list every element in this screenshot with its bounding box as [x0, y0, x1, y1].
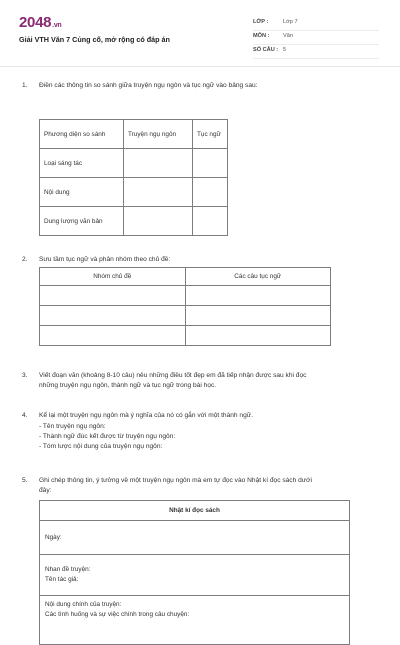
question-text-line-1: Viết đoạn văn (khoảng 8-10 câu) nêu những điều tốt đẹp em đã tiếp nhận được sau khi đọc — [39, 372, 307, 379]
logo-suffix: .vn — [52, 22, 62, 29]
table-row — [40, 207, 228, 236]
header — [0, 0, 400, 67]
question-2 — [22, 255, 382, 265]
question-1 — [22, 81, 382, 91]
field-label: Ngày: — [45, 533, 62, 541]
empty-cell[interactable] — [124, 207, 193, 236]
table-row — [40, 326, 331, 346]
table-header-row — [40, 268, 331, 286]
journal-field[interactable] — [40, 521, 350, 555]
bullet-item: - Tóm lược nội dung của truyện ngụ ngôn: — [39, 443, 163, 450]
question-text-line-2: đây: — [39, 487, 52, 494]
table-header-cell: Các câu tục ngữ — [185, 268, 331, 286]
row-label: Loại sáng tác — [40, 149, 124, 178]
table-row — [40, 149, 228, 178]
table-header-cell: Nhóm chủ đề — [40, 268, 186, 286]
reading-journal-table — [39, 500, 350, 645]
table-header-cell: Truyện ngụ ngôn — [124, 120, 193, 149]
table-header-cell: Tục ngữ — [193, 120, 228, 149]
question-text-line-2: những truyện ngụ ngôn, thành ngữ và tục ngữ trong bài học. — [39, 382, 217, 389]
table-title: Nhật kí đọc sách — [40, 501, 350, 521]
meta-count-value: 5 — [283, 47, 287, 53]
question-text: Điền các thông tin so sánh giữa truyện ngụ ngôn và tục ngữ vào bảng sau: — [39, 82, 258, 89]
field-label: Các tình huống và sự việc chính trong câu chuyện: — [45, 611, 190, 618]
empty-cell[interactable] — [40, 286, 186, 306]
meta-class-label: LỚP : — [253, 19, 269, 25]
site-logo[interactable] — [19, 14, 61, 31]
meta-count-label: SỐ CÂU : — [253, 47, 279, 53]
question-text: Sưu tầm tục ngữ và phân nhóm theo chủ đề: — [39, 256, 171, 263]
proverb-table — [39, 267, 331, 346]
question-5 — [22, 476, 392, 496]
table-row — [40, 286, 331, 306]
meta-class-value: Lớp 7 — [283, 19, 298, 25]
question-3 — [22, 371, 392, 391]
empty-cell[interactable] — [193, 178, 228, 207]
empty-cell[interactable] — [124, 178, 193, 207]
empty-cell[interactable] — [185, 286, 331, 306]
table-header-row — [40, 501, 350, 521]
bullet-item: - Thành ngữ đúc kết được từ truyện ngụ ngôn: — [39, 433, 176, 440]
meta-subject-label: MÔN : — [253, 33, 270, 39]
table-row — [40, 306, 331, 326]
question-text-line-1: Ghi chép thông tin, ý tưởng về một truyện ngụ ngôn mà em tự đọc vào Nhật kí đọc sách dưới — [39, 477, 312, 484]
table-row — [40, 596, 350, 645]
meta-subject — [253, 30, 379, 45]
field-label: Tên tác giả: — [45, 576, 79, 583]
question-number: 3. — [22, 372, 28, 379]
row-label: Dung lượng văn bản — [40, 207, 124, 236]
empty-cell[interactable] — [185, 326, 331, 346]
row-label: Nội dung — [40, 178, 124, 207]
question-number: 5. — [22, 477, 28, 484]
meta-subject-value: Văn — [283, 33, 293, 39]
question-4 — [22, 411, 392, 451]
comparison-table — [39, 119, 228, 236]
page-title: Giải VTH Văn 7 Củng cố, mở rộng có đáp án — [19, 35, 170, 44]
empty-cell[interactable] — [193, 207, 228, 236]
question-number: 2. — [22, 256, 28, 263]
table-row — [40, 521, 350, 555]
field-label: Nội dung chính của truyện: — [45, 601, 122, 608]
empty-cell[interactable] — [124, 149, 193, 178]
question-number: 4. — [22, 412, 28, 419]
question-text: Kể lại một truyện ngụ ngôn mà ý nghĩa của nó có gắn với một thành ngữ. — [39, 412, 254, 419]
journal-field[interactable] — [40, 596, 350, 645]
table-header-cell: Phương diện so sánh — [40, 120, 124, 149]
journal-field[interactable] — [40, 555, 350, 596]
empty-cell[interactable] — [40, 306, 186, 326]
empty-cell[interactable] — [185, 306, 331, 326]
logo-text: 2048 — [19, 14, 52, 31]
bullet-item: - Tên truyện ngụ ngôn: — [39, 423, 106, 430]
question-number: 1. — [22, 82, 28, 89]
table-row — [40, 178, 228, 207]
table-row — [40, 555, 350, 596]
meta-class — [253, 16, 379, 31]
meta-count — [253, 44, 379, 59]
empty-cell[interactable] — [40, 326, 186, 346]
empty-cell[interactable] — [193, 149, 228, 178]
field-label: Nhan đề truyện: — [45, 566, 91, 573]
table-header-row — [40, 120, 228, 149]
